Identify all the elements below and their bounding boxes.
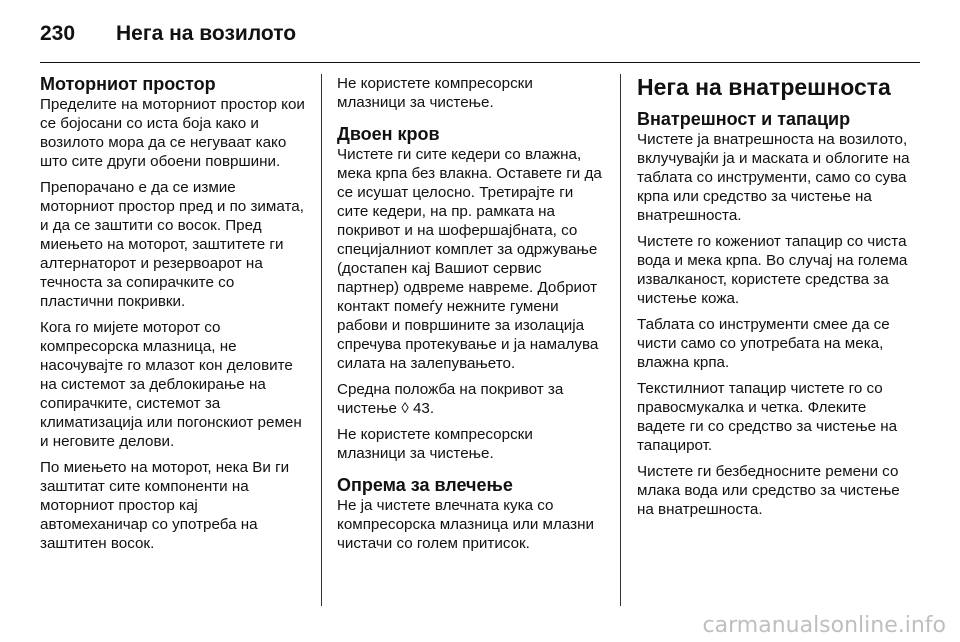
header-rule [40, 62, 920, 63]
column-roof-towing [337, 74, 605, 560]
paragraph: Не користете компресорски млазници за чистење. [337, 426, 533, 462]
column-divider [620, 74, 621, 606]
watermark: carmanualsonline.info [702, 613, 946, 638]
paragraph: Чистете ги сите кедери со влажна, мека крпа без влакна. Оставете ги да се исушат целосно. Третирајте ги сите кедери, на пр. рамката на покривот и на шофершајбната, со специјалниот комплет за одржување (достапен кај Вашиот сервис партнер) одвреме навреме. Добриот контакт помеѓу нежните гумени рабови и површините за изолација спречува протекување и ја намалува силата на залепувањето. [337, 146, 602, 372]
section-heading-interior-upholstery: Внатрешност и тапацир [637, 109, 851, 129]
paragraph: Пределите на моторниот простор кои се бојосани со иста боја како и возилото мора да се негуваат како што сите други обоени површини. [40, 96, 305, 170]
column-divider [321, 74, 322, 606]
paragraph: Чистете ја внатрешноста на возилото, вклучувајќи ја и маската и облогите на таблата со инструменти, само со сува крпа или средство за чистење на внатрешноста. [637, 131, 910, 224]
paragraph: Чистете ги безбедносните ремени со млака вода или средство за чистење на внатрешноста. [637, 463, 900, 518]
section-title-interior-care: Нега на внатрешноста [637, 74, 891, 100]
paragraph: Чистете го кожениот тапацир со чиста вода и мека крпа. Во случај на голема извалканост, користете средства за чистење кожа. [637, 233, 908, 307]
chapter-title: Нега на возилото [116, 22, 297, 45]
column-engine-compartment [40, 74, 308, 560]
paragraph: Текстилниот тапацир чистете го со правосмукалка и четка. Флеките вадете ги со средство за чистење на тапацирот. [637, 380, 898, 454]
paragraph: Не ја чистете влечната кука со компресорска млазница или млазни чистачи со голем притисок. [337, 497, 594, 552]
paragraph: Таблата со инструменти смее да се чисти само со употребата на мека, влажна крпа. [637, 316, 890, 371]
section-heading-engine-compartment: Моторниот простор [40, 74, 216, 94]
section-heading-towing-equipment: Опрема за влечење [337, 475, 513, 495]
paragraph-roof-position: Средна положба на покривот за чистење ◊ 43. [337, 381, 564, 417]
page-number: 230 [40, 22, 76, 45]
column-interior-care [637, 74, 913, 526]
paragraph: Не користете компресорски млазници за чистење. [337, 75, 533, 111]
page-header [40, 14, 920, 54]
section-heading-double-roof: Двоен кров [337, 124, 440, 144]
paragraph: По миењето на моторот, нека Ви ги заштитат сите компоненти на моторниот простор кај автомеханичар со употреба на заштитен восок. [40, 459, 290, 552]
paragraph: Кога го мијете моторот со компресорска млазница, не насочувајте го млазот кон деловите на системот за деблокирање на сопирачките, системот за климатизација или погонскиот ремен и неговите делови. [40, 319, 302, 450]
paragraph: Препорачано е да се измие моторниот простор пред и по зимата, и да се заштити со восок. Пред миењето на моторот, заштитете ги алтернаторот и резервоарот на течноста за сопирачките со пластични покривки. [40, 179, 304, 310]
